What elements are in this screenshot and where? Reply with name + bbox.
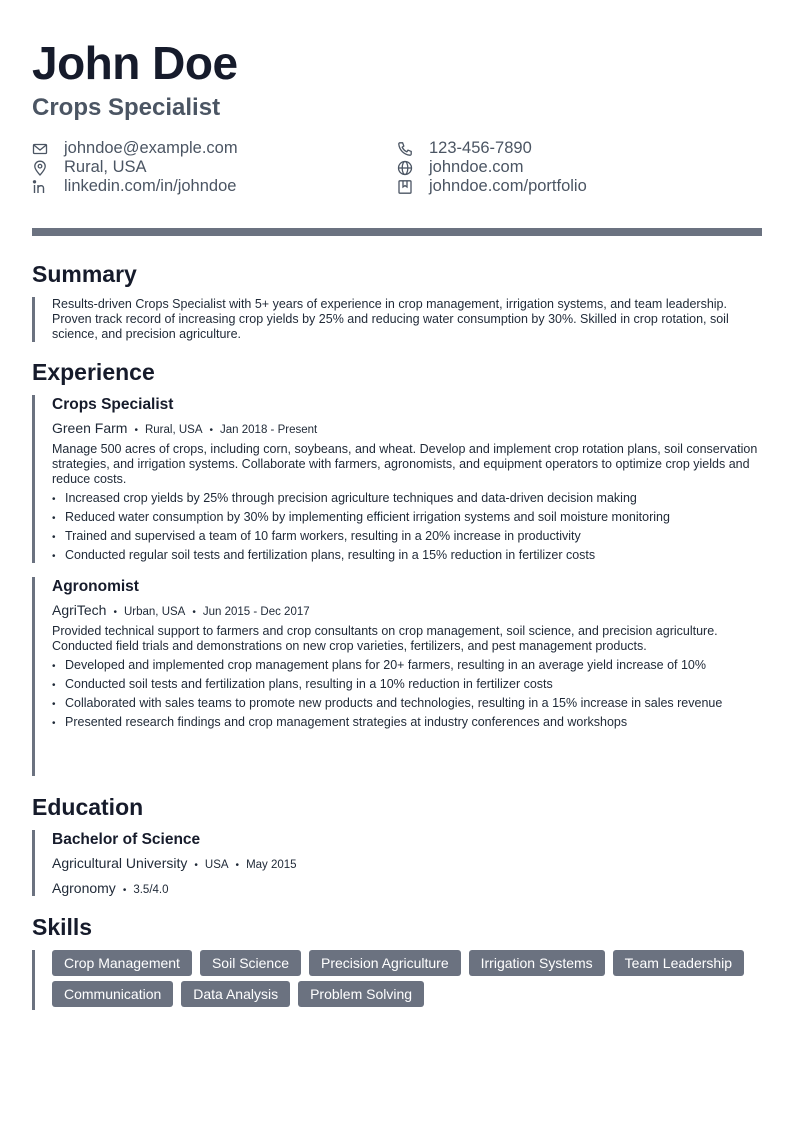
summary-text: Results-driven Crops Specialist with 5+ years of experience in crop management, irrigation systems, and team leadership. Proven track record of increasing crop yields by 25% and reducing water consumption by 30%. Skilled in crop rotation, soil science, and precision agriculture. (52, 297, 729, 341)
achievement-item: • Presented research findings and crop management strategies at industry conferences and workshops (52, 715, 762, 730)
job-description: Provided technical support to farmers and crop consultants on crop management, soil science, and precision agriculture. Conducted field trials and demonstrations on new crop varieties, fertilizers, and pest management products. (52, 624, 718, 653)
education-field-line: Agronomy • 3.5/4.0 (52, 880, 169, 896)
linkedin-text: linkedin.com/in/johndoe (64, 177, 237, 195)
envelope-icon (32, 141, 48, 157)
skill-tag: Data Analysis (181, 981, 290, 1007)
school-name: Agricultural University (52, 855, 188, 871)
globe-icon (397, 160, 413, 176)
skill-tag: Soil Science (200, 950, 301, 976)
degree-title: Bachelor of Science (52, 831, 201, 848)
achievement-item: • Reduced water consumption by 30% by implementing efficient irrigation systems and soil moisture monitoring (52, 510, 762, 525)
linkedin-icon (32, 179, 48, 195)
achievement-item: • Increased crop yields by 25% through precision agriculture techniques and data-driven decision making (52, 491, 762, 506)
job-company: AgriTech (52, 602, 107, 618)
experience-heading: Experience (32, 359, 155, 385)
website-text: johndoe.com (429, 158, 524, 176)
candidate-name: John Doe (32, 37, 238, 89)
education-heading: Education (32, 794, 144, 820)
achievement-item: • Conducted soil tests and fertilization plans, resulting in a 10% reduction in fertilizer costs (52, 677, 762, 692)
summary-block (32, 297, 762, 342)
achievement-item: • Collaborated with sales teams to promote new products and technologies, resulting in a 15% increase in sales revenue (52, 696, 762, 711)
skills-block (32, 950, 762, 1010)
job-meta: AgriTech • Urban, USA • Jun 2015 - Dec 2017 (52, 602, 310, 618)
skill-tag: Team Leadership (613, 950, 744, 976)
gpa: 3.5/4.0 (133, 884, 169, 896)
field-of-study: Agronomy (52, 880, 116, 896)
contact-website[interactable] (397, 158, 523, 177)
skill-tag: Communication (52, 981, 173, 1007)
school-location: USA (204, 859, 229, 871)
location-text: Rural, USA (64, 158, 147, 176)
bookmark-icon (397, 179, 413, 195)
contact-portfolio[interactable] (397, 177, 587, 196)
map-pin-icon (32, 160, 48, 176)
job-entry (32, 395, 762, 563)
job-achievements (52, 491, 762, 563)
summary-heading: Summary (32, 261, 137, 287)
achievement-item: • Trained and supervised a team of 10 farm workers, resulting in a 20% increase in productivity (52, 529, 762, 544)
achievement-item: • Developed and implemented crop management plans for 20+ farmers, resulting in an average yield increase of 10% (52, 658, 762, 673)
contact-location (32, 158, 147, 177)
education-block (32, 830, 762, 896)
job-location: Rural, USA (144, 424, 203, 436)
skill-tag: Problem Solving (298, 981, 424, 1007)
contact-phone[interactable] (397, 139, 532, 158)
contact-linkedin[interactable] (32, 177, 236, 196)
skills-heading: Skills (32, 914, 93, 940)
education-school-line: Agricultural University • USA • May 2015 (52, 855, 297, 871)
graduation-date: May 2015 (246, 859, 297, 871)
job-title: Agronomist (52, 578, 139, 595)
header-divider (32, 228, 762, 236)
job-entry (32, 577, 762, 776)
contact-row (32, 158, 762, 177)
contact-row (32, 139, 762, 158)
skill-tag: Crop Management (52, 950, 192, 976)
candidate-title: Crops Specialist (32, 94, 221, 121)
skill-tag: Irrigation Systems (469, 950, 605, 976)
job-meta: Green Farm • Rural, USA • Jan 2018 - Present (52, 420, 318, 436)
job-dates: Jun 2015 - Dec 2017 (202, 606, 310, 618)
contact-email[interactable] (32, 139, 238, 158)
skill-tag: Precision Agriculture (309, 950, 461, 976)
contact-row (32, 177, 762, 196)
achievement-item: • Conducted regular soil tests and fertilization plans, resulting in a 15% reduction in fertilizer costs (52, 548, 762, 563)
email-text: johndoe@example.com (64, 139, 238, 157)
skills-list (52, 950, 762, 1007)
job-description: Manage 500 acres of crops, including corn, soybeans, and wheat. Develop and implement crop rotation plans, soil conservation strategies, and irrigation systems. Collaborate with farmers, agronomists, and equipment operators to optimize crop yields and reduce costs. (52, 442, 758, 486)
job-title: Crops Specialist (52, 396, 174, 413)
job-company: Green Farm (52, 420, 128, 436)
job-location: Urban, USA (123, 606, 186, 618)
job-achievements (52, 658, 762, 730)
job-dates: Jan 2018 - Present (220, 424, 318, 436)
phone-text: 123-456-7890 (429, 139, 532, 157)
phone-icon (397, 141, 413, 157)
portfolio-text: johndoe.com/portfolio (429, 177, 587, 195)
